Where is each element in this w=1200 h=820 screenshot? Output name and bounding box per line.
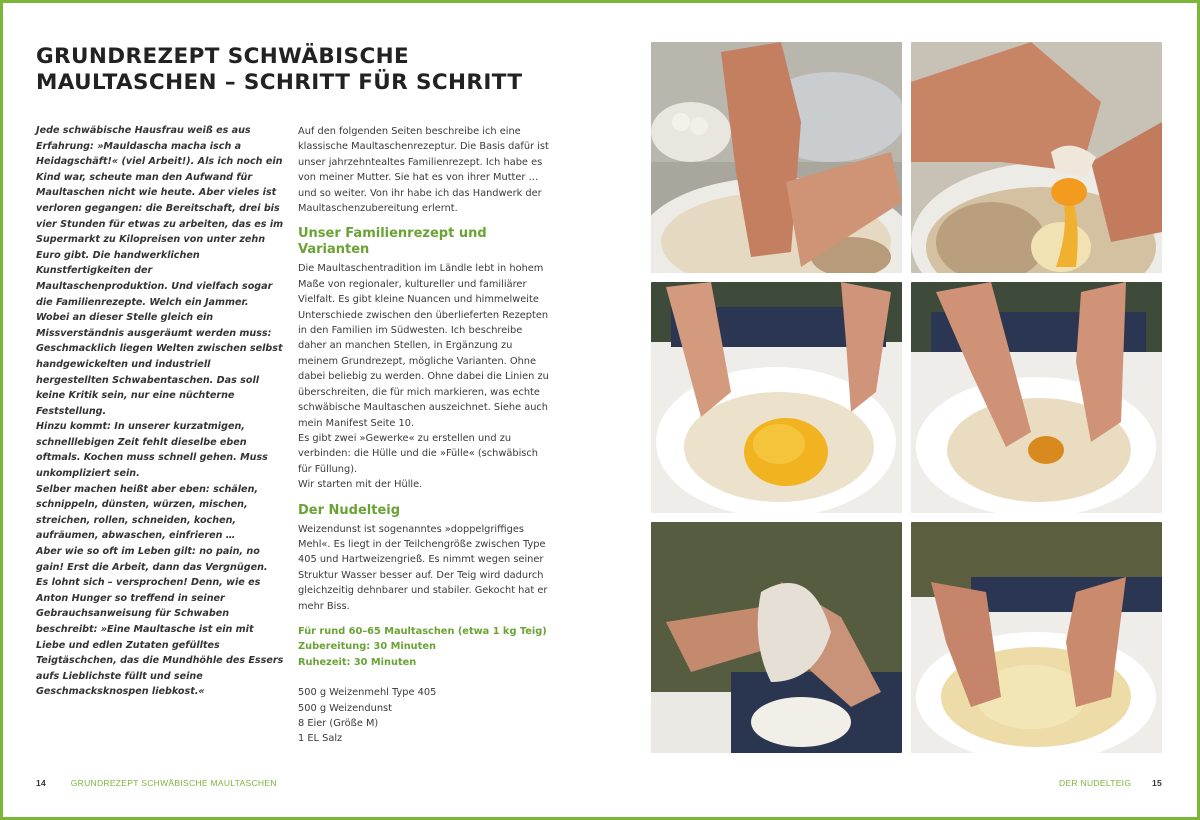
footer-right [1059,778,1162,788]
body-paragraph: Die Maultaschentradition im Ländle lebt in hohem Maße von regionaler, kultureller und familiärer Vielfalt. Es gibt kleine Nuancen und himmelweite Unterschiede zwischen den überlieferten Rezepten in den Familien im Südwesten. Ich beschreibe daher an manchen Stellen, in Ergänzung zu meinem Grundrezept, mögliche Varianten. Ohne dabei beliebig zu werden. Ohne dabei die Linien zu überschreiten, die für mich markieren, was echte schwäbische Maultaschen auszeichnet. Siehe auch mein Manifest Seite 10. [298,263,549,429]
ingredient-item: 1 EL Salz [298,733,343,745]
heading-family-recipe: Unser Familienrezept und Varianten [298,226,487,258]
running-title-right: DER NUDELTEIG [1059,778,1132,788]
page-number-left: 14 [36,778,47,788]
photo-hands-making-well-in-flour [651,42,902,273]
intro-paragraph: Aber wie so oft im Leben gilt: no pain, no gain! Erst die Arbeit, dann das Vergnügen. [36,546,268,573]
ingredient-item: 500 g Weizenmehl Type 405 [298,687,437,699]
page-title [36,44,596,96]
photo-mixing-eggs-into-flour [911,282,1162,513]
page-number-right: 15 [1151,778,1162,788]
heading-dough: Der Nudelteig [298,502,401,518]
body-paragraph: Weizendunst ist sogenanntes »doppelgriffiges Mehl«. Es liegt in der Teilchengröße zwischen Type 405 und Hartweizengrieß. Es nimmt wegen seiner Struktur Wasser besser auf. Der Teig wird dadurch gleichzeitig dehnbarer und stabiler. Gekocht hat er mehr Biss. [298,523,548,612]
ingredient-item: 8 Eier (Größe M) [298,718,379,729]
recipe-yield: Für rund 60–65 Maultaschen (etwa 1 kg Teig) [298,625,547,637]
ingredient-item: 500 g Weizendunst [298,702,392,714]
recipe-prep-time: Zubereitung: 30 Minuten [298,641,436,653]
photo-kneading-dough-crumbs [911,522,1162,753]
intro-paragraph: Jede schwäbische Hausfrau weiß es aus Erfahrung: »Mauldascha macha isch a Heidagschäft!« (viel Arbeit!). Als ich noch ein Kind war, scheute man den Aufwand für Maultaschen nicht wie heute. Aber vieles ist verloren gegangen: die Bereitschaft, drei bis vier Stunden für etwas zu arbeiten, das es im Supermarkt zu Kilopreisen von unter zehn Euro gibt. Die handwerklichen Kunstfertigkeiten der Maultaschenproduktion. Und vielfach sogar die Familienrezepte. Welch ein Jammer. [36,125,284,308]
body-paragraph: Wir starten mit der Hülle. [298,479,423,491]
intro-paragraph: Wobei an dieser Stelle gleich ein Missverständnis ausgeräumt werden muss: Geschmacklich liegen Welten zwischen selbst handgewickelten und industriell hergestellten Schwabentaschen. Das soll keine Kritik sein, nur eine nüchterne Feststellung. [36,312,283,417]
intro-paragraph: Hinzu kommt: In unserer kurzatmigen, schnelllebigen Zeit fehlt dieselbe eben oftmals. Kochen muss schnell gehen. Muss unkompliziert sein. [36,421,268,480]
recipe-column [298,124,550,747]
recipe-rest-time: Ruhezeit: 30 Minuten [298,656,417,668]
intro-column [36,123,284,700]
running-title-left: GRUNDREZEPT SCHWÄBISCHE MAULTASCHEN [70,778,277,788]
intro-paragraph: Selber machen heißt aber eben: schälen, schnippeln, dünsten, würzen, mischen, streichen, rollen, schneiden, kochen, aufräumen, abwaschen, einfrieren … [36,483,259,542]
footer-left [36,778,277,788]
title-line-2: MAULTASCHEN – SCHRITT FÜR SCHRITT [36,70,523,95]
intro-paragraph: Es lohnt sich – versprochen! Denn, wie es Anton Hunger so treffend in seiner Gebrauchsanweisung für Schwaben beschreibt: »Eine Maultasche ist ein mit Liebe und edlen Zutaten gefülltes Teigtäschchen, das die Mundhöhle des Essers aufs Lieblichste füllt und seine Geschmacksknospen liebkost.« [36,577,284,698]
body-paragraph: Es gibt zwei »Gewerke« zu erstellen und zu verbinden: die Hülle und die »Fülle« (schwäbisch für Füllung). [298,432,539,475]
photo-cracking-egg-into-flour [911,42,1162,273]
body-paragraph: Auf den folgenden Seiten beschreibe ich eine klassische Maultaschenrezeptur. Die Basis dafür ist unser jahrzehntealtes Familienrezept. Ich habe es von meiner Mutter. Sie hat es von ihrer Mutter … und so weiter. Von ihr habe ich das Handwerk der Maultaschenzubereitung erlernt. [298,126,549,215]
photo-flour-dusted-hands [651,522,902,753]
photo-eggs-in-flour-well-bowl [651,282,902,513]
title-line-1: GRUNDREZEPT SCHWÄBISCHE [36,44,410,69]
